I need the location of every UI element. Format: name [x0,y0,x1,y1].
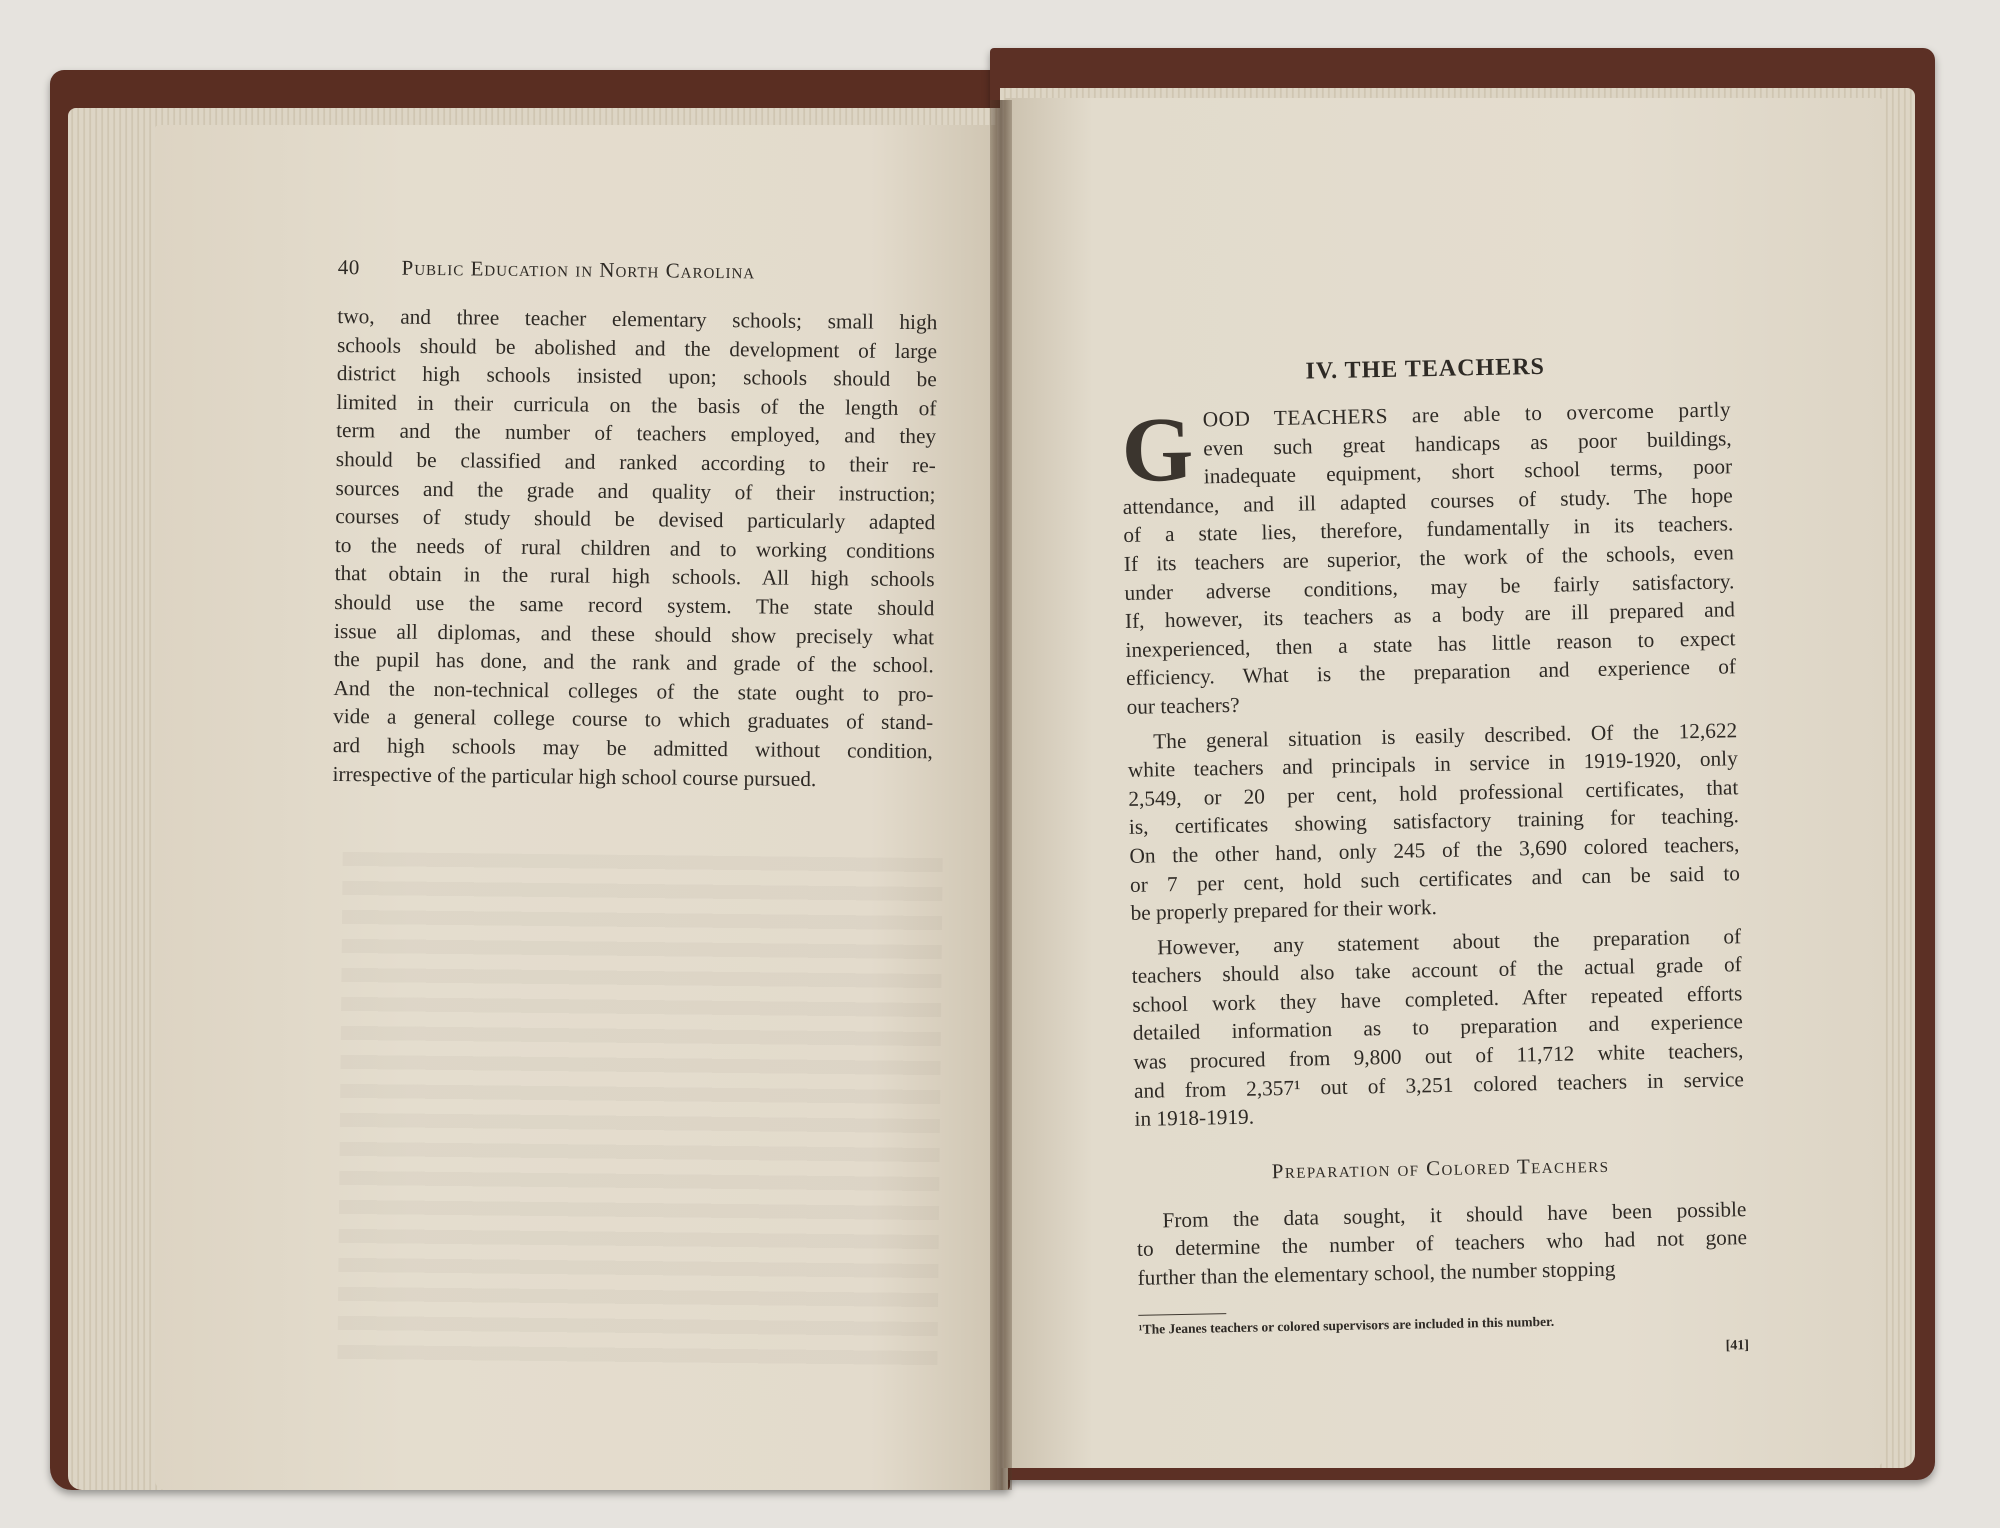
text-line: teachers should also take account of the actual grade of [1131,952,1742,989]
text-line: vide a general college course to which graduates of stand- [333,704,934,735]
text-line: inexperienced, then a state has little reason to expect [1125,625,1736,662]
text-line: be properly prepared for their work. [1130,895,1438,925]
text-line: detailed information as to preparation and experience [1132,1009,1744,1046]
text-line: of a state lies, therefore, fundamentally in its teachers. [1123,511,1734,548]
text-line: two, and three teacher elementary schools; small high [337,303,938,335]
text-line: schools should be abolished and the development of large [336,332,938,363]
text-line: OOD TEACHERS are able to overcome partly [1202,397,1732,432]
text-line: And the non-technical colleges of the state ought to pro- [333,675,934,706]
running-head-title: Public Education in North Carolina [401,255,756,284]
footnote-rule [1138,1313,1226,1316]
show-through-text [337,852,942,1378]
text-line: or 7 per cent, hold such certificates and can be said to [1129,860,1741,897]
right-page-content [1120,350,1749,1365]
text-line: term and the number of teachers employed, and they [336,418,937,449]
text-line: If its teachers are superior, the work of the schools, even [1123,540,1734,576]
text-line: issue all diplomas, and these should show precisely what [333,618,935,649]
left-body-text [332,302,937,794]
text-line: school work they have completed. After repeated efforts [1132,981,1743,1017]
chapter-title: IV. THE TEACHERS [1305,353,1546,385]
right-page-number: [41] [1725,1337,1750,1354]
text-line: irrespective of the particular high school course pursued. [332,761,817,791]
text-line: attendance, and ill adapted courses of study. The hope [1122,483,1733,519]
text-line: under adverse conditions, may be fairly satisfactory. [1124,568,1735,605]
text-line: 2,549, or 20 per cent, hold professional certificates, that [1128,774,1739,811]
text-line: sources and the grade and quality of their instruction; [335,475,936,506]
section-heading: Preparation of Colored Teachers [1271,1152,1610,1184]
text-line: If, however, its teachers as a body are ill prepared and [1124,597,1736,634]
text-line: is, certificates showing satisfactory training for teaching. [1128,803,1740,840]
text-line: However, any statement about the preparation of [1157,923,1742,960]
text-line: in 1918-1919. [1134,1104,1255,1132]
text-line: even such great handicaps as poor buildings, [1202,425,1732,461]
left-page-number: 40 [337,255,360,280]
text-line: courses of study should be devised particularly adapted [335,504,936,535]
text-line: limited in their curricula on the basis of the length of [336,389,937,421]
footnote: ¹The Jeanes teachers or colored supervisors are included in this number. [1138,1313,1555,1337]
text-line: further than the elementary school, the number stopping [1137,1256,1616,1290]
text-line: From the data sought, it should have been possible [1162,1196,1747,1233]
text-line: should use the same record system. The state should [334,589,935,621]
paragraph-2 [1127,716,1741,928]
text-line: the pupil has done, and the rank and grade of the school. [333,647,934,678]
text-line: our teachers? [1126,692,1240,719]
text-line: The general situation is easily described. Of the 12,622 [1153,717,1738,753]
text-line: that obtain in the rural high schools. All high schools [334,561,935,592]
text-line: On the other hand, only 245 of the 3,690 colored teachers, [1129,832,1740,868]
text-line: to the needs of rural children and to working conditions [334,532,936,564]
text-line: was procured from 9,800 out of 11,712 white teachers, [1133,1038,1744,1074]
book-gutter [990,100,1012,1490]
text-line: district high schools insisted upon; schools should be [336,361,937,392]
text-line: efficiency. What is the preparation and experience of [1125,654,1737,691]
text-line: to determine the number of teachers who had not gone [1136,1225,1748,1262]
paragraph-4 [1136,1195,1748,1292]
text-line: and from 2,357¹ out of 3,251 colored teachers in service [1133,1066,1745,1103]
left-page-content [332,255,938,794]
paragraph-3 [1131,922,1745,1134]
drop-cap: G [1120,397,1195,501]
text-line: should be classified and ranked according to their re- [335,446,936,478]
text-line: inadequate equipment, short school terms, poor [1203,454,1733,489]
running-head [338,255,938,286]
paragraph-1 [1121,395,1737,721]
text-line: ard high schools may be admitted without condition, [332,732,933,764]
text-line: white teachers and principals in service in 1919-1920, only [1127,746,1738,783]
